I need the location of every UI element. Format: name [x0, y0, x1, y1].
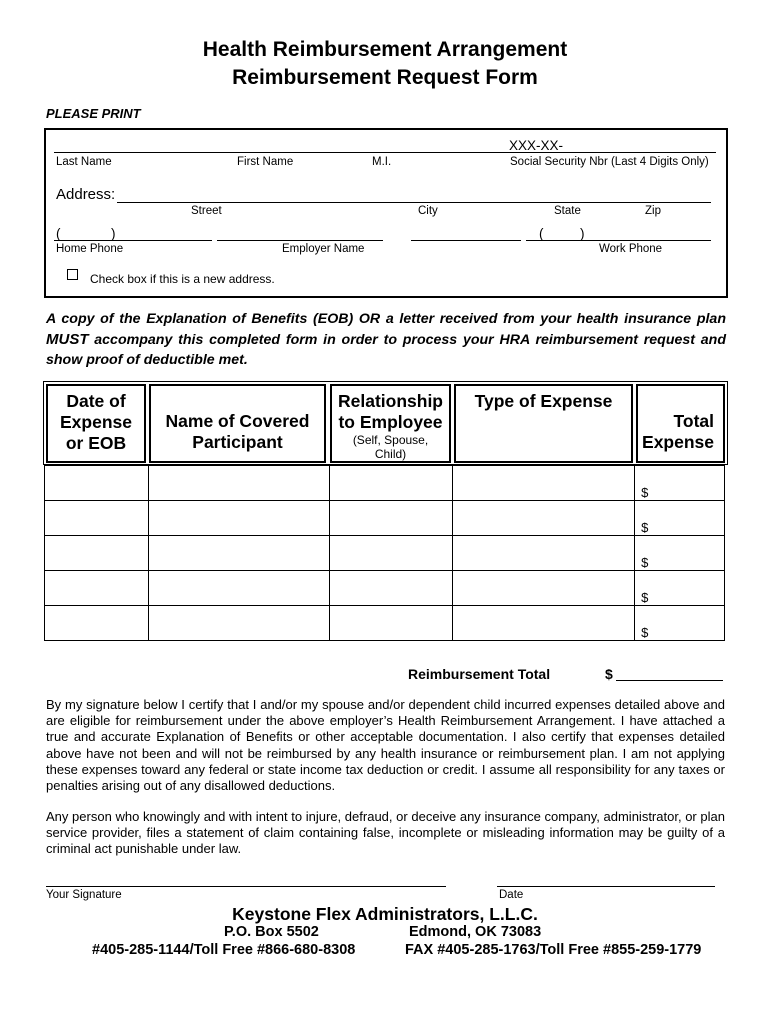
work-phone-label: Work Phone: [599, 243, 663, 255]
street-label: Street: [191, 205, 222, 217]
eob-notice: [46, 309, 726, 371]
new-address-label: Check box if this is a new address.: [90, 272, 275, 286]
header-relationship-line1: Relationship: [337, 391, 443, 411]
relationship-cell[interactable]: [329, 571, 453, 606]
home-phone-field[interactable]: [54, 240, 212, 241]
eob-notice-part2: accompany this completed form in order to process your HRA reimbursement request and show proof of deductible met.: [46, 331, 726, 368]
currency-symbol: $: [641, 590, 649, 605]
eob-notice-must: MUST: [46, 330, 89, 348]
signature-label: Your Signature: [46, 889, 122, 901]
currency-symbol: $: [641, 520, 649, 535]
relationship-cell[interactable]: [329, 466, 453, 501]
header-participant-line2: Participant: [192, 432, 283, 452]
table-row: [45, 571, 725, 606]
header-relationship-sub2: Child): [374, 447, 407, 461]
company-po-box: P.O. Box 5502: [224, 924, 319, 940]
home-phone-label: Home Phone: [56, 243, 124, 255]
total-cell[interactable]: [635, 536, 725, 571]
state-label: State: [554, 205, 581, 217]
total-cell[interactable]: [635, 466, 725, 501]
form-title-line2: Reimbursement Request Form: [232, 66, 538, 89]
participant-cell[interactable]: [148, 536, 329, 571]
date-field[interactable]: [497, 886, 715, 887]
expense-table-body: [44, 465, 725, 641]
participant-cell[interactable]: [148, 466, 329, 501]
type-cell[interactable]: [453, 466, 635, 501]
employer-name-field[interactable]: [217, 240, 383, 241]
header-date-line3: or EOB: [65, 433, 127, 453]
table-row: [45, 606, 725, 641]
address-label: Address:: [56, 186, 116, 203]
type-cell[interactable]: [453, 501, 635, 536]
last-name-label: Last Name: [56, 156, 112, 168]
home-phone-paren-close: ): [111, 226, 116, 241]
work-phone-paren-open: (: [539, 226, 544, 241]
company-city-state: Edmond, OK 73083: [409, 924, 542, 940]
header-type-text: Type of Expense: [474, 391, 613, 411]
work-phone-field[interactable]: [526, 240, 711, 241]
total-cell[interactable]: [635, 571, 725, 606]
total-cell[interactable]: [635, 501, 725, 536]
header-relationship-sub1: (Self, Spouse,: [352, 433, 429, 447]
header-date-line2: Expense: [60, 412, 132, 432]
header-relationship-line2: to Employee: [338, 412, 443, 432]
header-participant: [149, 384, 326, 463]
city-label: City: [418, 205, 438, 217]
name-ssn-field[interactable]: [54, 152, 716, 153]
currency-symbol: $: [641, 485, 649, 500]
employer-name-field-2[interactable]: [411, 240, 521, 241]
reimbursement-total-field[interactable]: [616, 680, 723, 681]
header-participant-line1: Name of Covered: [165, 411, 310, 431]
relationship-cell[interactable]: [329, 606, 453, 641]
home-phone-paren-open: (: [56, 226, 61, 241]
ssn-prefix: XXX-XX-: [509, 138, 564, 153]
fraud-warning-text: Any person who knowingly and with intent to injure, defraud, or deceive any insurance company, administrator, or plan service provider, files a statement of claim containing false, incomplete or misleading information may be guilty of a criminal act punishable under law.: [46, 809, 725, 857]
form-title-line1: Health Reimbursement Arrangement: [202, 38, 568, 61]
date-cell[interactable]: [45, 501, 149, 536]
date-cell[interactable]: [45, 466, 149, 501]
table-row: [45, 536, 725, 571]
reimbursement-total-currency: $: [605, 666, 613, 682]
header-date: [46, 384, 146, 463]
company-fax: FAX #405-285-1763/Toll Free #855-259-1779: [405, 942, 702, 958]
header-total-line2: Expense: [642, 432, 714, 452]
certification-text: By my signature below I certify that I and/or my spouse and/or dependent child incurred expenses detailed above and are eligible for reimbursement under the above employer’s Health Reimbursement Arrangement. I have attached a true and accurate Explanation of Benefits or other acceptable documentation. I also certify that expenses detailed above have not been and will not be reimbursed by any health insurance or reimbursement plan. I am not applying these expenses toward any federal or state income tax deduction or credit. I assume all responsibility for any taxes or penalties arising out of any disallowed deductions.: [46, 697, 725, 794]
reimbursement-total-label: Reimbursement Total: [408, 666, 551, 682]
total-cell[interactable]: [635, 606, 725, 641]
currency-symbol: $: [641, 555, 649, 570]
new-address-checkbox[interactable]: [67, 269, 78, 280]
company-name: Keystone Flex Administrators, L.L.C.: [232, 904, 538, 924]
date-cell[interactable]: [45, 606, 149, 641]
relationship-cell[interactable]: [329, 536, 453, 571]
header-type: [454, 384, 633, 463]
address-field[interactable]: [117, 202, 711, 203]
header-total: [636, 384, 725, 463]
participant-cell[interactable]: [148, 571, 329, 606]
date-cell[interactable]: [45, 536, 149, 571]
signature-field[interactable]: [46, 886, 446, 887]
date-cell[interactable]: [45, 571, 149, 606]
header-total-line1: Total: [673, 411, 714, 431]
zip-label: Zip: [645, 205, 661, 217]
participant-cell[interactable]: [148, 501, 329, 536]
ssn-label: Social Security Nbr (Last 4 Digits Only): [510, 156, 709, 168]
company-phone: #405-285-1144/Toll Free #866-680-8308: [92, 942, 356, 958]
please-print-label: PLEASE PRINT: [46, 106, 141, 121]
mi-label: M.I.: [372, 156, 392, 168]
work-phone-paren-close: ): [580, 226, 585, 241]
type-cell[interactable]: [453, 606, 635, 641]
header-date-line1: Date of: [66, 391, 126, 411]
employer-name-label: Employer Name: [282, 243, 365, 255]
currency-symbol: $: [641, 625, 649, 640]
date-label: Date: [499, 889, 524, 901]
relationship-cell[interactable]: [329, 501, 453, 536]
table-row: [45, 501, 725, 536]
table-row: [45, 466, 725, 501]
type-cell[interactable]: [453, 536, 635, 571]
participant-cell[interactable]: [148, 606, 329, 641]
type-cell[interactable]: [453, 571, 635, 606]
header-relationship: [330, 384, 451, 463]
first-name-label: First Name: [237, 156, 294, 168]
eob-notice-part1: A copy of the Explanation of Benefits (EOB) OR a letter received from your health insurance plan: [46, 311, 726, 327]
